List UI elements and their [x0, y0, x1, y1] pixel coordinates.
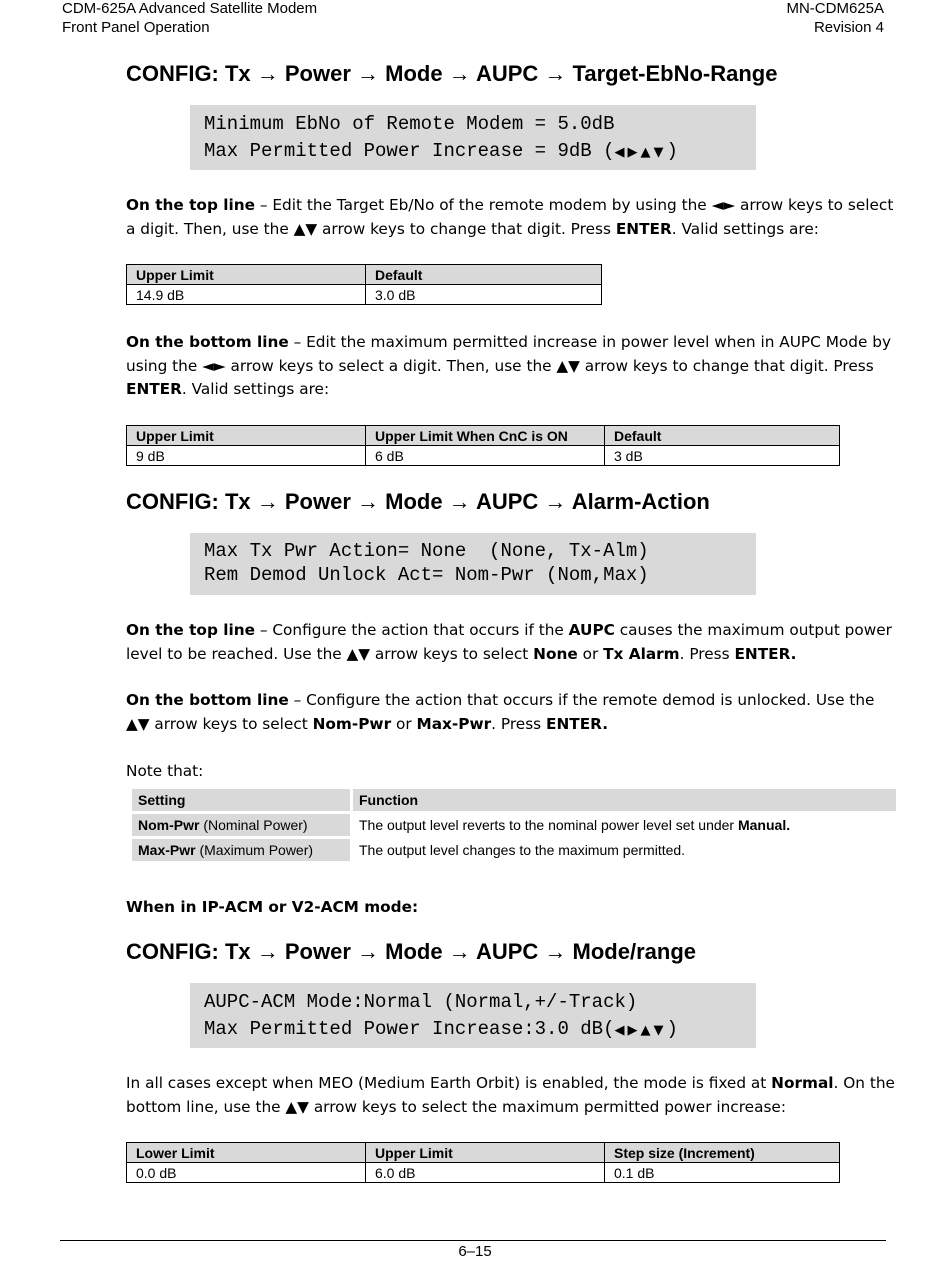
text-span: – Edit the Target Eb/No of the remote modem by using the ◄► arrow keys to select a digit. Then, use the ▲▼ arrow keys to change that digit. Press	[126, 196, 894, 238]
lcd-line-2-suffix: )	[666, 1018, 678, 1040]
label-top-line: On the top line	[126, 196, 255, 214]
text-span: – Configure the action that occurs if the remote demod is unlocked. Use the ▲▼ arrow keys to select	[126, 691, 875, 733]
table-target-ebno-settings	[126, 264, 602, 305]
table-cell: 6.0 dB	[366, 1163, 605, 1183]
label-bottom-line: On the bottom line	[126, 333, 289, 351]
text-bold: Manual.	[737, 817, 791, 833]
lcd-display-mode-range	[190, 983, 756, 1048]
table-header: Upper Limit When CnC is ON	[366, 426, 605, 446]
table-cell: 14.9 dB	[127, 285, 366, 305]
lcd-display-target-ebno	[190, 105, 756, 170]
text-span: or	[391, 714, 417, 733]
text-span: or	[577, 644, 604, 663]
enter-key-label: ENTER	[126, 380, 182, 398]
text-bold: Nom-Pwr	[312, 714, 392, 733]
text-bold: Max-Pwr	[416, 714, 492, 733]
footer-divider	[60, 1240, 886, 1241]
text-span: The output level changes to the maximum permitted.	[359, 842, 686, 858]
paragraph-mode-range	[126, 1072, 896, 1119]
table-row	[132, 839, 896, 861]
label-top-line: On the top line	[126, 621, 255, 639]
lcd-line-1: Max Tx Pwr Action= None (None, Tx-Alm)	[204, 540, 649, 562]
text-span: causes the maximum output power level to be reached. Use the ▲▼ arrow keys to select	[126, 621, 892, 663]
table-row	[127, 446, 840, 466]
table-cell: 9 dB	[127, 446, 366, 466]
paragraph-top-line-2	[126, 619, 896, 666]
label-bottom-line: On the bottom line	[126, 691, 289, 709]
text-span: . On the bottom line, use the ▲▼ arrow keys to select the maximum permitted power increase:	[126, 1074, 895, 1116]
lcd-line-1: AUPC-ACM Mode:Normal (Normal,+/-Track)	[204, 991, 638, 1013]
text-span: . Press	[491, 714, 547, 733]
setting-name: Nom-Pwr	[138, 817, 200, 833]
text-span: . Valid settings are:	[671, 219, 819, 238]
text-span: . Press	[679, 644, 735, 663]
table-row	[127, 1163, 840, 1183]
enter-key-label: ENTER.	[546, 714, 609, 733]
page-header-left	[62, 0, 317, 37]
table-header: Upper Limit	[127, 265, 366, 285]
doc-number: MN-CDM625A	[786, 0, 884, 17]
table-cell: 6 dB	[366, 446, 605, 466]
text-span: In all cases except when MEO (Medium Earth Orbit) is enabled, the mode is fixed at	[126, 1074, 772, 1092]
table-header: Upper Limit	[366, 1143, 605, 1163]
text-span: . Valid settings are:	[181, 380, 330, 398]
lcd-display-alarm-action	[190, 533, 756, 595]
table-note-settings	[129, 786, 899, 864]
table-cell: 3.0 dB	[366, 285, 602, 305]
text-bold: Tx Alarm	[603, 644, 680, 663]
revision: Revision 4	[813, 19, 884, 36]
table-cell	[132, 839, 350, 861]
table-row	[127, 285, 602, 305]
setting-name: Max-Pwr	[138, 842, 196, 858]
section-heading-target-ebno: CONFIG: Tx → Power → Mode → AUPC → Target-EbNo-Range	[126, 61, 778, 86]
table-cell: 3 dB	[605, 446, 840, 466]
note-intro: Note that:	[126, 762, 204, 780]
chapter-title: Front Panel Operation	[62, 19, 210, 36]
text-span: The output level reverts to the nominal power level set under	[359, 817, 738, 833]
text-bold: AUPC	[568, 621, 615, 639]
text-span: (Maximum Power)	[195, 842, 314, 858]
table-cell	[353, 814, 896, 836]
table-header: Default	[605, 426, 840, 446]
table-row	[132, 814, 896, 836]
text-span: – Configure the action that occurs if the	[254, 621, 569, 639]
lcd-line-2-suffix: )	[666, 140, 678, 162]
text-span: (Nominal Power)	[199, 817, 308, 833]
page-header-right	[786, 0, 884, 37]
paragraph-top-line-1	[126, 194, 896, 241]
table-header: Upper Limit	[127, 426, 366, 446]
table-header: Step size (Increment)	[605, 1143, 840, 1163]
lcd-line-2-prefix: Max Permitted Power Increase = 9dB (	[204, 140, 615, 162]
section-heading-alarm-action: CONFIG: Tx → Power → Mode → AUPC → Alarm-Action	[126, 489, 710, 514]
lcd-line-2: Rem Demod Unlock Act= Nom-Pwr (Nom,Max)	[204, 564, 649, 586]
table-header: Function	[353, 789, 896, 811]
table-cell	[132, 814, 350, 836]
lcd-line-2-prefix: Max Permitted Power Increase:3.0 dB(	[204, 1018, 615, 1040]
lcd-line-1: Minimum EbNo of Remote Modem = 5.0dB	[204, 113, 615, 135]
paragraph-bottom-line-2	[126, 689, 896, 736]
text-span: – Edit the maximum permitted increase in power level when in AUPC Mode by using the ◄► arrow keys to select a digit. Then, use the ▲▼ arrow keys to change that digit. Press	[126, 333, 892, 375]
enter-key-label: ENTER	[615, 219, 672, 238]
arrow-keys-icon: ◀▶▲▼	[614, 145, 667, 160]
text-bold: None	[533, 644, 578, 663]
enter-key-label: ENTER.	[734, 644, 797, 663]
table-header: Setting	[132, 789, 350, 811]
doc-title: CDM-625A Advanced Satellite Modem	[62, 0, 318, 17]
acm-mode-label: When in IP-ACM or V2-ACM mode:	[126, 898, 419, 916]
section-heading-mode-range: CONFIG: Tx → Power → Mode → AUPC → Mode/range	[126, 939, 697, 964]
table-mode-range-settings	[126, 1142, 840, 1183]
page-number: 6–15	[458, 1243, 492, 1260]
text-bold: Normal	[771, 1074, 834, 1092]
table-header: Lower Limit	[127, 1143, 366, 1163]
table-cell: 0.1 dB	[605, 1163, 840, 1183]
table-cell: 0.0 dB	[127, 1163, 366, 1183]
arrow-keys-icon: ◀▶▲▼	[614, 1023, 667, 1038]
table-power-increase-settings	[126, 425, 840, 466]
table-header: Default	[366, 265, 602, 285]
table-cell	[353, 839, 896, 861]
paragraph-bottom-line-1	[126, 331, 896, 402]
